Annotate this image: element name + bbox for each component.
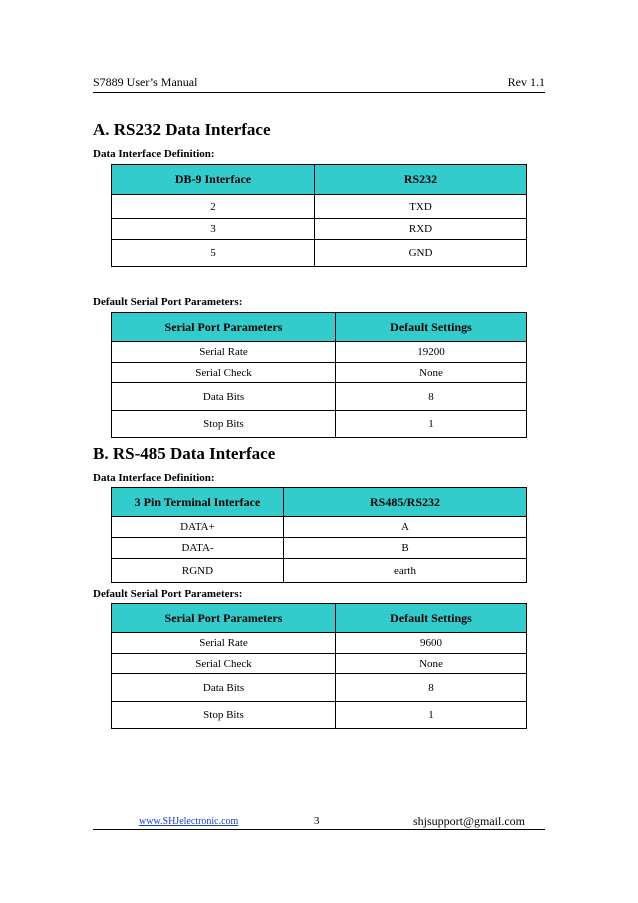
- table-cell: Serial Rate: [112, 633, 336, 654]
- table-cell: RGND: [112, 559, 284, 583]
- table-header-cell: Serial Port Parameters: [112, 313, 336, 342]
- table-row: [112, 411, 527, 438]
- table-row: [112, 559, 527, 583]
- table-cell: Stop Bits: [112, 702, 336, 729]
- table-header-row: [112, 604, 527, 633]
- header-title: S7889 User’s Manual: [93, 75, 198, 89]
- page-number: 3: [314, 815, 320, 827]
- rs232-interface-table: [111, 164, 527, 267]
- section-a-definition-label: Data Interface Definition:: [93, 148, 215, 160]
- table-header-cell: RS232: [315, 165, 527, 195]
- table-cell: TXD: [315, 195, 527, 219]
- table-row: [112, 654, 527, 674]
- table-cell: Serial Check: [112, 654, 336, 674]
- table-cell: 2: [112, 195, 315, 219]
- footer-website-link[interactable]: www.SHJelectronic.com: [139, 816, 239, 827]
- section-b-definition-label: Data Interface Definition:: [93, 472, 215, 484]
- table-cell: DATA-: [112, 538, 284, 559]
- table-row: [112, 219, 527, 240]
- rs485-interface-table: [111, 487, 527, 583]
- table-cell: A: [284, 517, 527, 538]
- table-header-cell: RS485/RS232: [284, 488, 527, 517]
- table-cell: None: [336, 654, 527, 674]
- rs485-params-table: [111, 603, 527, 729]
- table-cell: B: [284, 538, 527, 559]
- table-cell: Stop Bits: [112, 411, 336, 438]
- table-header-cell: DB-9 Interface: [112, 165, 315, 195]
- section-b-title: B. RS-485 Data Interface: [93, 444, 276, 463]
- table-cell: Data Bits: [112, 674, 336, 702]
- table-cell: 1: [336, 411, 527, 438]
- section-a-params-label: Default Serial Port Parameters:: [93, 296, 243, 308]
- section-a-title: A. RS232 Data Interface: [93, 120, 271, 139]
- table-cell: 9600: [336, 633, 527, 654]
- footer-rule: [93, 829, 545, 830]
- table-header-row: [112, 165, 527, 195]
- rs232-params-table: [111, 312, 527, 438]
- table-cell: Serial Rate: [112, 342, 336, 363]
- table-row: [112, 674, 527, 702]
- header-rule: [93, 92, 545, 93]
- table-cell: GND: [315, 240, 527, 267]
- footer-email: shjsupport@gmail.com: [412, 814, 525, 828]
- table-row: [112, 633, 527, 654]
- table-header-cell: Serial Port Parameters: [112, 604, 336, 633]
- table-row: [112, 383, 527, 411]
- table-cell: None: [336, 363, 527, 383]
- section-b-params-label: Default Serial Port Parameters:: [93, 588, 243, 600]
- table-row: [112, 342, 527, 363]
- table-row: [112, 702, 527, 729]
- table-cell: RXD: [315, 219, 527, 240]
- table-cell: Data Bits: [112, 383, 336, 411]
- table-row: [112, 195, 527, 219]
- table-cell: earth: [284, 559, 527, 583]
- table-cell: 19200: [336, 342, 527, 363]
- table-header-row: [112, 313, 527, 342]
- table-cell: 1: [336, 702, 527, 729]
- table-header-cell: Default Settings: [336, 313, 527, 342]
- table-cell: 5: [112, 240, 315, 267]
- table-cell: DATA+: [112, 517, 284, 538]
- table-row: [112, 517, 527, 538]
- table-cell: 3: [112, 219, 315, 240]
- table-header-cell: Default Settings: [336, 604, 527, 633]
- table-row: [112, 538, 527, 559]
- table-row: [112, 240, 527, 267]
- table-cell: 8: [336, 383, 527, 411]
- table-header-cell: 3 Pin Terminal Interface: [112, 488, 284, 517]
- table-cell: 8: [336, 674, 527, 702]
- header-revision: Rev 1.1: [507, 75, 545, 89]
- table-cell: Serial Check: [112, 363, 336, 383]
- table-header-row: [112, 488, 527, 517]
- table-row: [112, 363, 527, 383]
